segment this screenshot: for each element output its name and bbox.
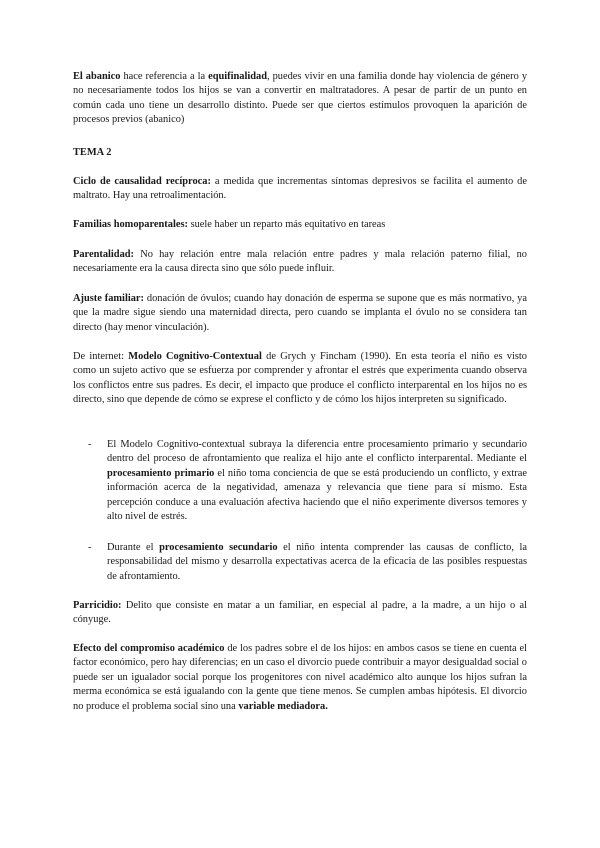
parentalidad-text: No hay relación entre mala relación entre padres y mala relación paterno filial, no necesariamente era la causa directa sino que sólo puede influir. [73,249,527,275]
parricidio-text: Delito que consiste en matar a un familiar, en especial al padre, a la madre, a un hijo o al cónyuge. [73,600,527,626]
bullet-2-text [107,541,527,584]
term-variable-mediadora: variable mediadora. [238,700,328,712]
bullet-1-text-2: el niño toma conciencia de que se está produciendo un conflicto, y extrae información acerca de la negatividad, amenaza y relevancia que tiene para sí mismo. Esta percepción conduce a una evaluación afectiva haciendo que el niño experimente diversos temores y alto nivel de estrés. [107,467,527,523]
bullet-1-text-1: El Modelo Cognitivo-contextual subraya la diferencia entre procesamiento primario y secundario dentro del proceso de afrontamiento que realiza el hijo ante el conflicto interparental. Mediante el [107,439,527,465]
bullet-dash: - [88,542,92,553]
paragraph-homoparentales [73,218,527,232]
term-ajuste: Ajuste familiar: [73,293,144,304]
homoparentales-text: suele haber un reparto más equitativo en tareas [187,219,386,230]
abanico-text-1: hace referencia a la [120,71,209,82]
modelo-text: de Grych y Fincham (1990). En esta teoría el niño es visto como un sujeto activo que se esfuerza por comprender y afrontar el estrés que experimenta cuando observa los conflictos entre sus padres. Es decir, el impacto que produce el conflicto interparental en los hijos no es directo, sino que depende de cómo se exprese el conflicto y de cómo los hijos interpreten su significado. [73,351,527,406]
bullet-2-text-2: el niño intenta comprender las causas de conflicto, la responsabilidad del mismo y desarrolla expectativas acerca de la eficacia de las posibles respuestas de afrontamiento. [107,542,527,582]
paragraph-efecto [73,642,527,714]
bullet-1-text [107,438,527,524]
bullet-2-text-1: Durante el [107,542,160,553]
term-parricidio: Parricidio: [73,600,122,611]
paragraph-modelo [73,350,527,408]
term-equifinalidad: equifinalidad [208,71,268,82]
section-heading-tema2: TEMA 2 [73,147,112,158]
term-procesamiento-secundario: procesamiento secundario [159,542,278,553]
modelo-prefix: De internet: [73,351,129,362]
efecto-text: de los padres sobre el de los hijos: en ambos casos se tiene en cuenta el factor económico, pero hay diferencias; en un caso el divorcio puede contribuir a mayor desigualdad social o puede ser un igualador social porque los progenitores con nivel académico alto aunque los hijos sufran la merma económica se está igualando con la gente que tiene menos. Se cumplen ambas hipótesis. El divorcio no produce el problema social sino una [73,643,527,712]
term-parentalidad: Parentalidad: [73,249,134,260]
term-modelo: Modelo Cognitivo-Contextual [128,351,262,362]
paragraph-ciclo [73,175,527,204]
paragraph-parricidio [73,599,527,628]
bullet-dash: - [88,439,92,450]
term-homoparentales: Familias homoparentales: [73,219,188,230]
paragraph-ajuste [73,292,527,335]
term-abanico: El abanico [73,71,121,82]
abanico-text-2: , puedes vivir en una familia donde hay violencia de género y no necesariamente todos los hijos se van a convertir en maltratadores. A pesar de partir de un punto en común cada uno tiene un desarrollo distinto. Puede ser que ciertos estímulos provoquen la aparición de procesos previos (abanico) [73,71,528,126]
term-efecto: Efecto del compromiso académico [73,643,225,654]
paragraph-parentalidad [73,248,527,277]
term-ciclo: Ciclo de causalidad recíproca: [73,176,211,187]
term-procesamiento-primario: procesamiento primario [107,467,215,479]
ajuste-text: donación de óvulos; cuando hay donación de esperma se supone que es más normativo, ya que la madre sigue siendo una maternidad directa, pero cuando se implanta el óvulo no se considera tan directo (hay menor vinculación). [73,293,527,333]
ciclo-text: a medida que incrementas síntomas depresivos se facilita el aumento de maltrato. Hay una retroalimentación. [73,176,527,202]
paragraph-abanico [73,70,527,128]
